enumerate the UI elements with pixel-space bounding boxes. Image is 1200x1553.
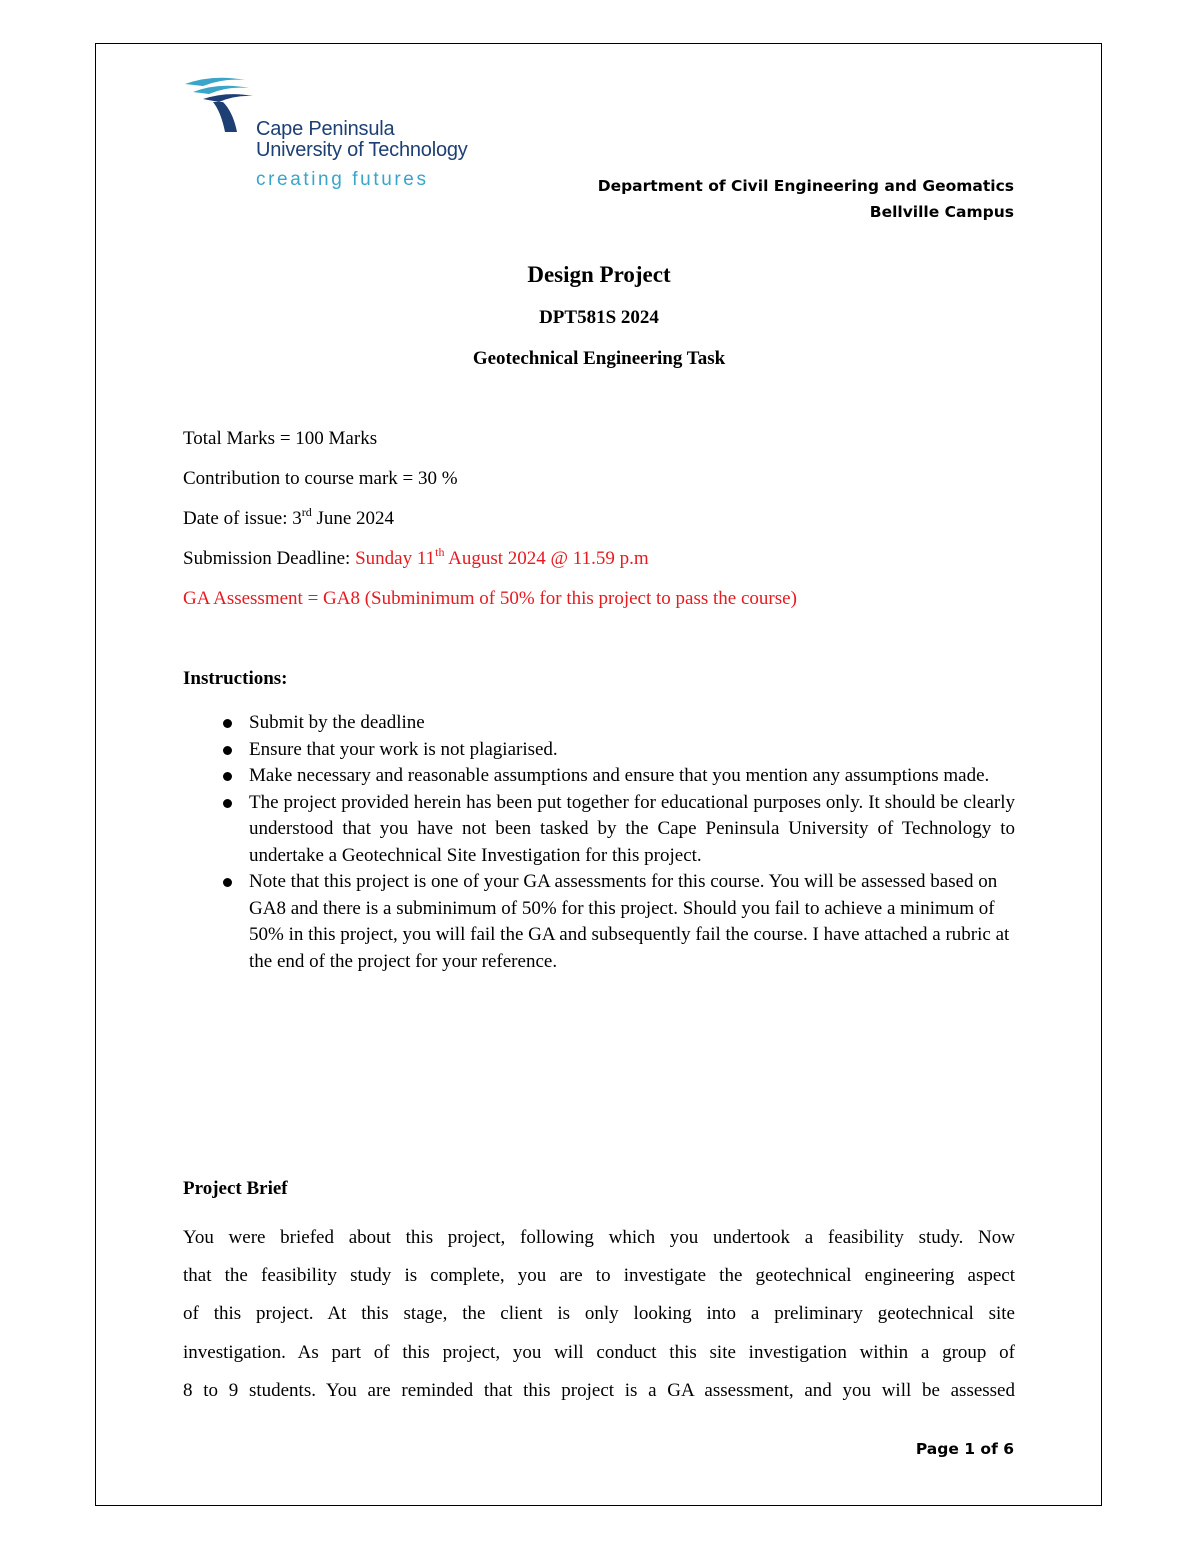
university-logo bbox=[183, 72, 483, 197]
brief-line: 8 to 9 students. You are reminded that this project is a GA assessment, and you will be assessed bbox=[183, 1379, 1015, 1401]
instructions-list bbox=[183, 710, 1015, 975]
logo-tagline: creating futures bbox=[256, 169, 429, 190]
department-header bbox=[598, 173, 1014, 225]
document-title: Design Project bbox=[527, 262, 671, 287]
brief-line: investigation. As part of this project, you will conduct this site investigation within a group of bbox=[183, 1341, 1015, 1363]
bullet-icon bbox=[223, 719, 232, 728]
brief-line: You were briefed about this project, following which you undertook a feasibility study. Now bbox=[183, 1227, 1015, 1248]
project-brief-heading: Project Brief bbox=[183, 1178, 288, 1199]
page-number: Page 1 of 6 bbox=[915, 1440, 1014, 1458]
issue-date: Date of issue: 3rd June 2024 bbox=[183, 505, 395, 529]
list-item: Submit by the deadline bbox=[183, 710, 1015, 737]
logo-wave-icon bbox=[183, 72, 263, 142]
list-item: Note that this project is one of your GA assessments for this course. You will be assessed based on GA8 and there is a subminimum of 50% for this project. Should you fail to achieve a minimum of 50% in this project, you will fail the GA and subsequently fail the course. I have attached a rubric at the end of the project for your reference. bbox=[183, 869, 1015, 975]
task-title: Geotechnical Engineering Task bbox=[472, 348, 726, 369]
project-brief-text bbox=[183, 1219, 1015, 1410]
brief-line: of this project. At this stage, the client is only looking into a preliminary geotechnical site bbox=[183, 1303, 1015, 1325]
instructions-heading: Instructions: bbox=[183, 668, 288, 689]
department-name: Department of Civil Engineering and Geomatics bbox=[597, 177, 1014, 195]
bullet-icon bbox=[223, 878, 232, 887]
brief-line: that the feasibility study is complete, you are to investigate the geotechnical engineering aspect bbox=[183, 1265, 1015, 1287]
bullet-icon bbox=[223, 772, 232, 781]
list-item: Ensure that your work is not plagiarised. bbox=[183, 737, 1015, 764]
ga-assessment: GA Assessment = GA8 (Subminimum of 50% for this project to pass the course) bbox=[183, 588, 797, 609]
campus-name: Bellville Campus bbox=[869, 203, 1014, 221]
contribution: Contribution to course mark = 30 % bbox=[183, 468, 458, 489]
logo-name-line2: University of Technology bbox=[256, 139, 468, 161]
submission-deadline: Submission Deadline: Sunday 11th August 2024 @ 11.59 p.m bbox=[183, 545, 649, 569]
course-code: DPT581S 2024 bbox=[539, 307, 659, 328]
total-marks: Total Marks = 100 Marks bbox=[183, 428, 378, 449]
list-item: The project provided herein has been put together for educational purposes only. It should be clearly understood that you have not been tasked by the Cape Peninsula University of Technology to undertake a Geotechnical Site Investigation for this project. bbox=[183, 790, 1015, 870]
logo-name-line1: Cape Peninsula bbox=[256, 118, 395, 140]
bullet-icon bbox=[223, 799, 232, 808]
list-item: Make necessary and reasonable assumptions and ensure that you mention any assumptions made. bbox=[183, 763, 1015, 790]
bullet-icon bbox=[223, 746, 232, 755]
deadline-date: Sunday 11th August 2024 @ 11.59 p.m bbox=[355, 545, 649, 569]
